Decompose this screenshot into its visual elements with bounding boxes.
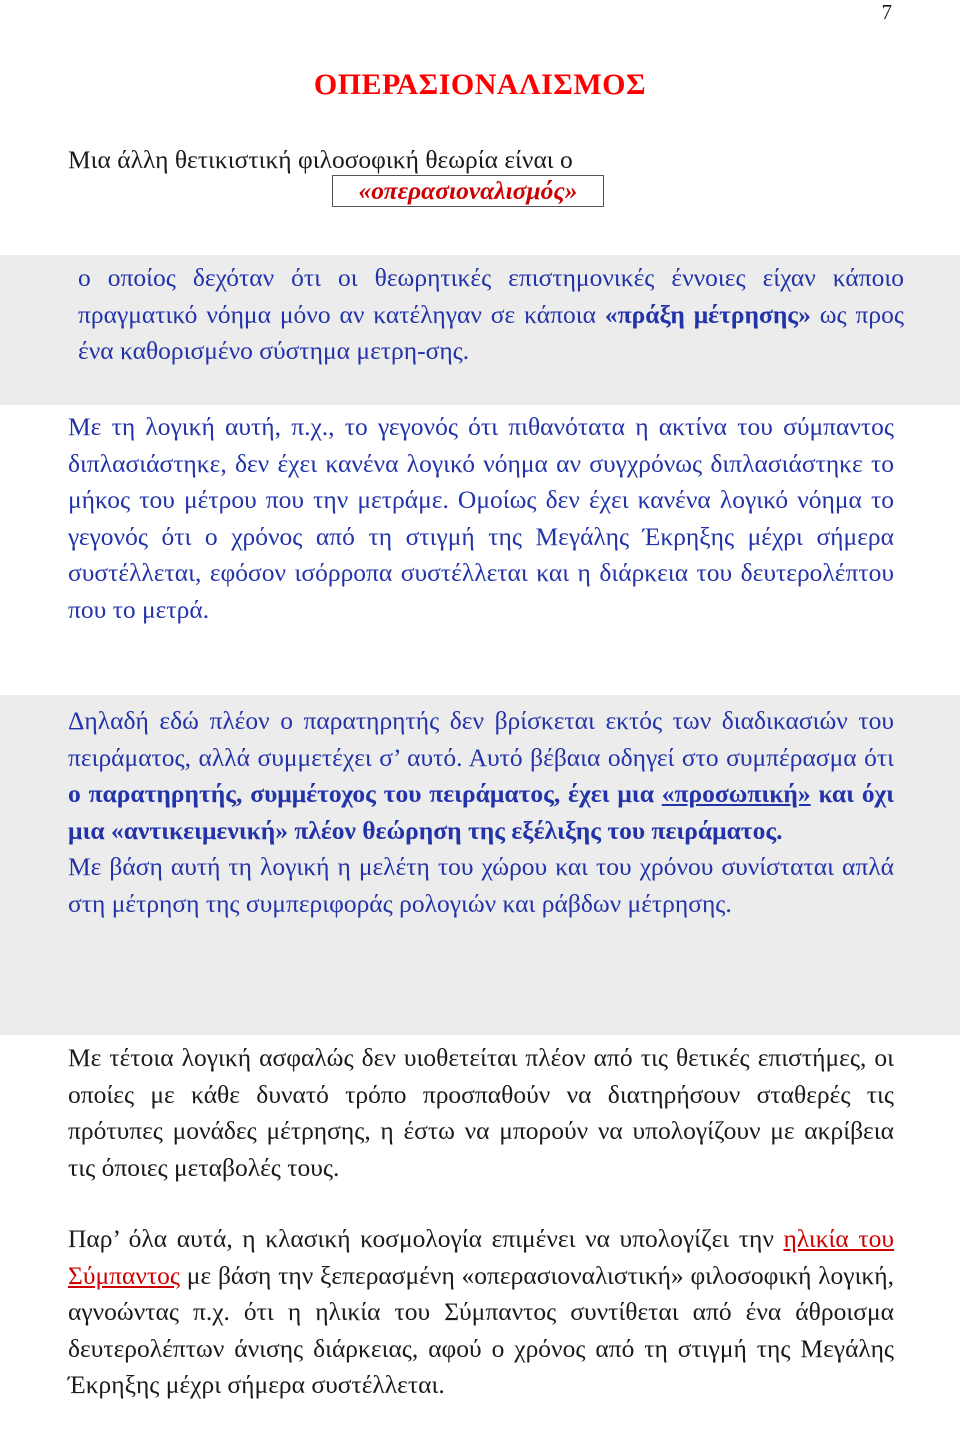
definition-text: ο οποίος δεχόταν ότι οι θεωρητικές επιστημονικές έννοιες είχαν κάποιο πραγματικό νόημα μόνο αν κατέληγαν σε κάποια	[78, 263, 904, 329]
page-title: ΟΠΕΡΑΣΙΟΝΑΛΙΣΜΟΣ	[313, 68, 647, 101]
intro-line: Μια άλλη θετικιστική φιλοσοφική θεωρία είναι ο	[68, 145, 573, 174]
definition-text-end: ως προς ένα καθορισμένο σύστημα μετρη-σης.	[78, 299, 904, 365]
cosmology-text: Παρ’ όλα αυτά, η κλασική κοσμολογία επιμένει να υπολογίζει την	[68, 1224, 784, 1253]
objective-bold-text: και όχι μια «αντικειμενική» πλέον θεώρηση της εξέλιξης του πειράματος.	[68, 779, 895, 845]
paragraph-sciences: Με τέτοια λογική ασφαλώς δεν υιοθετείται πλέον από τις θετικές επιστήμες, οι οποίες με κάθε δυνατό τρόπο προσπαθούν να διατηρήσουν σταθερές τις πρότυπες μονάδες μέτρησης, η έστω να μπορούν να υπολογίζουν με ακρίβεια τις όποιες μεταβολές τους.	[68, 1043, 894, 1182]
measurement-text: Με βάση αυτή τη λογική η μελέτη του χώρου και του χρόνου συνίσταται απλά στη μέτρηση της συμπεριφοράς ρολογιών και ράβδων μέτρησης.	[68, 852, 894, 918]
term-box: «οπερασιοναλισμός»	[332, 175, 604, 207]
measurement-act-term: «πράξη μέτρησης»	[604, 299, 811, 329]
observer-text: Δηλαδή εδώ πλέον ο παρατηρητής δεν βρίσκεται εκτός των διαδικασιών του πειράματος, αλλά συμμετέχει σ’ αυτό. Αυτό βέβαια οδηγεί στο συμπέρασμα ότι	[68, 706, 894, 772]
personal-term: «προσωπική»	[661, 779, 811, 808]
paragraph-cosmology	[68, 1221, 894, 1404]
universe-age-link[interactable]: ηλικία του Σύμπαντος	[68, 1224, 894, 1290]
paragraph-definition	[68, 260, 904, 370]
paragraph-example: Με τη λογική αυτή, π.χ., το γεγονός ότι πιθανότατα η ακτίνα του σύμπαντος διπλασιάστηκε, δεν έχει κανένα λογικό νόημα αν συγχρόνως διπλασιάστηκε το μήκος του μέτρου που την μετράμε. Ομοίως δεν έχει κανένα λογικό νόημα το γεγονός ότι ο χρόνος από τη στιγμή της Μεγάλης Έκρηξης μέχρι σήμερα συστέλλεται, εφόσον ισόρροπα συστέλλεται και η διάρκεια του δευτερολέπτου που το μετρά.	[68, 412, 894, 624]
page-number: 7	[881, 0, 892, 24]
cosmology-text-end: με βάση την ξεπερασμένη «οπερασιοναλιστική» φιλοσοφική λογική, αγνοώντας π.χ. ότι η ηλικία του Σύμπαντος συντίθεται από ένα άθροισμα δευτερολέπτων άνισης διάρκειας, αφού ο χρόνος από τη στιγμή της Μεγάλης Έκρηξης μέχρι σήμερα συστέλλεται.	[68, 1260, 894, 1399]
paragraph-observer	[68, 703, 894, 922]
observer-bold-text: ο παρατηρητής, συμμέτοχος του πειράματος, έχει μια	[68, 779, 662, 808]
